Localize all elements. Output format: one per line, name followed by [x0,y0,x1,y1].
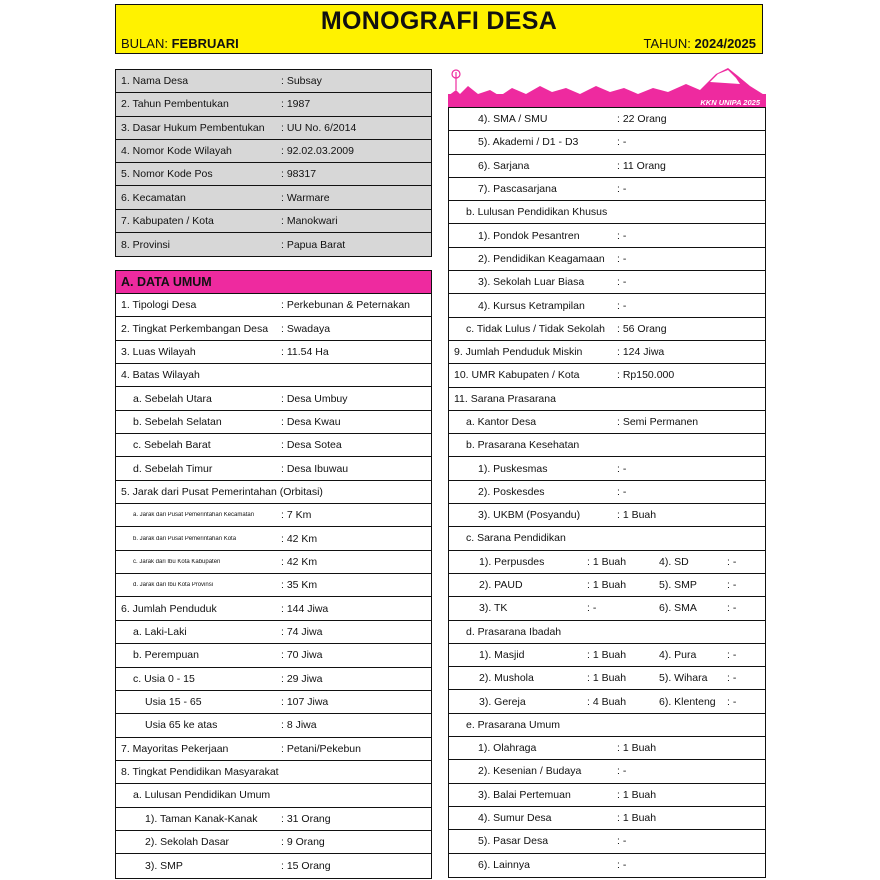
table-row [116,597,431,620]
row-value: : 22 Orang [617,113,667,126]
item-label: 2). Mushola [479,672,534,685]
table-row [449,248,765,271]
item-value: : - [727,555,737,568]
table-row [449,108,765,131]
table-row [449,621,765,644]
row-value: : Rp150.000 [617,369,675,382]
row-label: 9. Jumlah Penduduk Miskin [454,346,583,359]
table-row [116,551,431,574]
row-label: a. Sebelah Utara [133,392,212,405]
item-value: : 1 Buah [587,672,627,685]
table-row [116,481,431,504]
table-row [449,737,765,760]
table-row [449,224,765,247]
row-value: : 70 Jiwa [281,649,323,662]
table-row [449,201,765,224]
table-row [116,504,431,527]
table-row [449,364,765,387]
bulan-field [121,36,239,51]
item-label: 1). Perpusdes [479,555,545,568]
row-label: b. Lulusan Pendidikan Khusus [466,206,608,219]
row-value: : - [617,299,627,312]
item-label: 5). Wihara [659,672,708,685]
data-umum-table [115,270,432,879]
table-row [116,854,431,877]
table-row [449,574,765,597]
row-value: : 1 Buah [617,742,657,755]
item-value: : - [727,579,737,592]
data-umum-heading: A. DATA UMUM [116,271,431,294]
table-row [449,388,765,411]
row-value: : Desa Kwau [281,415,341,428]
table-row [116,527,431,550]
table-row [449,504,765,527]
row-label: 2. Tingkat Perkembangan Desa [121,322,269,335]
row-label: 2). Poskesdes [478,485,545,498]
table-row [116,233,431,256]
table-row [116,317,431,340]
row-value: : - [617,183,627,196]
row-value: : 11 Orang [617,159,666,172]
row-value: : 42 Km [281,532,318,545]
row-label: 3). UKBM (Posyandu) [478,509,581,522]
row-value: : 35 Km [281,579,318,592]
table-row [116,411,431,434]
row-value: : - [617,136,627,149]
row-label: a. Laki-Laki [133,625,187,638]
row-value: : - [617,276,627,289]
row-label: 2). Pendidikan Keagamaan [478,252,605,265]
item-value: : - [727,602,737,615]
row-value: : UU No. 6/2014 [281,121,357,134]
table-row [449,551,765,574]
item-value: : - [727,648,737,661]
row-label: 3. Luas Wilayah [121,345,196,358]
table-row [449,527,765,550]
table-row [449,830,765,853]
row-label: c. Sarana Pendidikan [466,532,566,545]
row-value: : 31 Orang [281,812,331,825]
identity-table [115,69,432,257]
table-row [449,178,765,201]
table-row [116,434,431,457]
row-value: : Subsay [281,75,322,88]
row-label: 2). Sekolah Dasar [145,836,230,849]
row-label: 7). Pascasarjana [478,183,557,196]
table-row [116,163,431,186]
item-value: : 4 Buah [587,695,627,708]
table-row [449,714,765,737]
table-row [116,117,431,140]
table-row [116,691,431,714]
tahun-field [643,36,756,51]
row-label: 4). Sumur Desa [478,812,552,825]
table-row [449,784,765,807]
item-label: 4). SD [659,555,689,568]
row-label: c. Sebelah Barat [133,439,211,452]
table-row [116,761,431,784]
table-row [116,784,431,807]
row-label: b. Sebelah Selatan [133,415,222,428]
row-value: : 15 Orang [281,859,331,872]
row-value: : 8 Jiwa [281,719,317,732]
table-row [449,597,765,620]
row-value: : 29 Jiwa [281,672,323,685]
item-value: : - [587,602,597,615]
table-row [449,411,765,434]
row-value: : - [617,765,627,778]
village-skyline-banner [448,68,766,108]
row-label: b. Prasarana Kesehatan [466,439,580,452]
row-value: : Manokwari [281,214,338,227]
row-label: 11. Sarana Prasarana [454,392,556,405]
table-row [116,210,431,233]
table-row [449,644,765,667]
table-row [116,387,431,410]
row-label: 6). Sarjana [478,159,530,172]
table-row [449,760,765,783]
item-value: : 1 Buah [587,555,627,568]
table-row [449,807,765,830]
row-label: 6). Lainnya [478,859,530,872]
row-label: 7. Kabupaten / Kota [121,214,214,227]
row-label: 3). Balai Pertemuan [478,788,571,801]
row-label: 8. Tingkat Pendidikan Masyarakat [121,766,279,779]
item-label: 6). SMA [659,602,697,615]
table-row [449,481,765,504]
row-value: : - [617,462,627,475]
row-label: d. Jarak dari Ibu Kota Provinsi [133,582,214,589]
row-label: a. Kantor Desa [466,416,537,428]
row-value: : Swadaya [281,322,331,335]
row-label: 3). Sekolah Luar Biasa [478,276,585,289]
table-row [449,854,765,877]
row-label: d. Sebelah Timur [133,462,213,475]
row-label: 1). Olahraga [478,742,537,755]
row-value: : Warmare [281,191,330,204]
table-row [116,364,431,387]
header-banner [115,4,763,54]
page-title: MONOGRAFI DESA [320,7,558,35]
row-label: c. Usia 0 - 15 [133,672,195,685]
row-label: 10. UMR Kabupaten / Kota [454,369,580,382]
table-row [116,621,431,644]
row-label: 4). Kursus Ketrampilan [478,299,585,312]
table-row [116,714,431,737]
row-label: Usia 15 - 65 [145,696,202,709]
row-label: 6. Kecamatan [121,191,186,204]
row-label: 3. Dasar Hukum Pembentukan [121,121,265,134]
row-label: 6. Jumlah Penduduk [121,602,217,615]
item-label: 6). Klenteng [659,695,716,708]
table-row [116,341,431,364]
table-row [449,131,765,154]
bulan-value: FEBRUARI [171,36,239,51]
row-value: : 107 Jiwa [281,696,329,709]
right-column-table [448,107,766,878]
item-label: 2). PAUD [479,579,523,592]
row-value: : 9 Orang [281,836,325,849]
row-label: 1. Tipologi Desa [121,299,197,312]
row-value: : 74 Jiwa [281,625,323,638]
table-row [449,318,765,341]
tahun-label: TAHUN: [643,36,691,51]
table-row [116,186,431,209]
table-row [449,341,765,364]
item-value: : - [727,695,737,708]
table-row [116,70,431,93]
row-label: 5). Pasar Desa [478,835,549,848]
row-label: 1. Nama Desa [121,75,189,88]
table-row [116,574,431,597]
row-label: 2). Kesenian / Budaya [478,765,582,778]
row-value: : 92.02.03.2009 [281,145,354,158]
item-label: 1). Masjid [479,648,525,661]
row-label: c. Jarak dari Ibu Kota Kabupaten [133,558,221,565]
row-label: 4. Nomor Kode Wilayah [121,145,232,158]
row-label: 8. Provinsi [121,238,171,251]
row-label: b. Jarak dari Pusat Pemerintahan Kota [133,535,237,542]
row-label: 5). Akademi / D1 - D3 [478,136,579,149]
row-value: : Petani/Pekebun [281,742,361,755]
row-label: a. Jarak dari Pusat Pemerintahan Kecamatan [133,512,255,519]
row-value: : 1 Buah [617,509,657,522]
row-value: : - [617,859,627,872]
item-label: 3). Gereja [479,695,526,708]
item-label: 4). Pura [659,648,697,661]
item-value: : 1 Buah [587,579,627,592]
row-value: : Papua Barat [281,238,346,251]
row-value: : Semi Permanen [617,416,699,428]
row-value: : - [617,229,627,242]
table-row [116,294,431,317]
item-value: : 1 Buah [587,648,627,661]
table-row [116,668,431,691]
banner-text: KKN UNIPA 2025 [700,98,760,107]
tahun-value: 2024/2025 [694,36,756,51]
row-label: 5. Jarak dari Pusat Pemerintahan (Orbitasi) [121,485,323,498]
table-row [449,434,765,457]
row-value: : 56 Orang [617,322,667,335]
table-row [116,140,431,163]
row-value: : 1 Buah [617,788,657,801]
row-value: : - [617,485,627,498]
row-value: : 1987 [281,98,311,111]
row-label: 4. Batas Wilayah [121,369,200,382]
row-value: : - [617,252,627,265]
row-label: b. Perempuan [133,649,199,662]
table-row [449,667,765,690]
row-label: 4). SMA / SMU [478,113,548,126]
table-row [116,831,431,854]
row-label: Usia 65 ke atas [145,719,218,732]
row-value: : Desa Ibuwau [281,462,349,475]
row-value: : 124 Jiwa [617,346,665,359]
row-label: e. Prasarana Umum [466,718,560,731]
row-label: 5. Nomor Kode Pos [121,168,213,181]
row-value: : 7 Km [281,509,312,522]
item-value: : - [727,672,737,685]
table-row [449,690,765,713]
row-label: 2. Tahun Pembentukan [121,98,229,111]
row-value: : Perkebunan & Peternakan [281,299,411,312]
row-value: : 42 Km [281,555,318,568]
row-label: d. Prasarana Ibadah [466,625,562,638]
item-label: 3). TK [479,602,508,615]
row-label: 1). Pondok Pesantren [478,229,580,242]
table-row [449,457,765,480]
row-value: : - [617,835,627,848]
row-label: c. Tidak Lulus / Tidak Sekolah [466,322,605,335]
row-value: : 1 Buah [617,812,657,825]
table-row [449,294,765,317]
row-label: 1). Taman Kanak-Kanak [145,812,258,825]
table-row [449,271,765,294]
row-value: : Desa Umbuy [281,392,348,405]
row-label: 1). Puskesmas [478,462,548,475]
row-value: : 98317 [281,168,317,181]
item-label: 5). SMP [659,579,697,592]
row-value: : 11.54 Ha [281,345,329,358]
row-label: 3). SMP [145,859,183,872]
table-row [116,808,431,831]
row-value: : Desa Sotea [281,439,342,452]
table-row [116,644,431,667]
row-label: 7. Mayoritas Pekerjaan [121,742,229,755]
row-value: : 144 Jiwa [281,602,329,615]
table-row [449,155,765,178]
table-row [116,457,431,480]
table-row [116,93,431,116]
bulan-label: BULAN: [121,36,168,51]
row-label: a. Lulusan Pendidikan Umum [133,789,271,802]
table-row [116,738,431,761]
